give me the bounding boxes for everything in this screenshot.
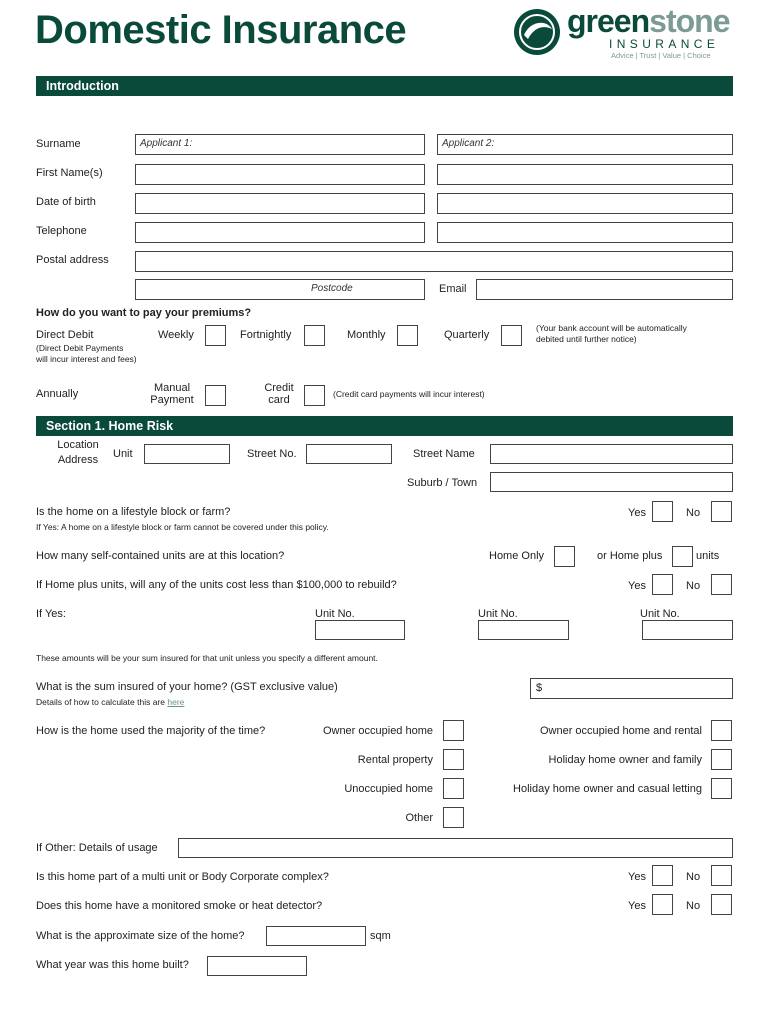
postal-address-label: Postal address (36, 254, 109, 266)
owner-rental-checkbox[interactable] (711, 720, 732, 741)
rebuild-no-checkbox[interactable] (711, 574, 732, 595)
owner-occupied-checkbox[interactable] (443, 720, 464, 741)
lifestyle-question: Is the home on a lifestyle block or farm? (36, 506, 231, 518)
rebuild-yes-checkbox[interactable] (652, 574, 673, 595)
direct-debit-label: Direct Debit (36, 329, 94, 341)
manual-payment-label-2: Payment (150, 394, 194, 406)
bank-note-1: (Your bank account will be automatically (536, 323, 687, 333)
home-only-label: Home Only (489, 550, 545, 562)
smoke-yes-label: Yes (628, 900, 646, 912)
email-label: Email (439, 283, 467, 295)
location-label-2: Address (57, 454, 99, 466)
fortnightly-checkbox[interactable] (304, 325, 325, 346)
monthly-label: Monthly (347, 329, 386, 341)
postcode-input[interactable] (135, 279, 425, 300)
unoccupied-checkbox[interactable] (443, 778, 464, 799)
calc-note: Details of how to calculate this are (36, 697, 165, 707)
multi-unit-question: Is this home part of a multi unit or Body Corporate complex? (36, 871, 329, 883)
section1-header: Section 1. Home Risk (36, 416, 733, 436)
logo-tagline: Advice | Trust | Value | Choice (611, 51, 711, 60)
greenstone-logo (510, 3, 735, 62)
amount-note: These amounts will be your sum insured for that unit unless you specify a different amount. (36, 653, 378, 663)
sqm-label: sqm (370, 930, 391, 942)
lifestyle-yes-checkbox[interactable] (652, 501, 673, 522)
fortnightly-label: Fortnightly (240, 329, 292, 341)
rebuild-no-label: No (686, 580, 701, 592)
street-name-label: Street Name (413, 448, 475, 460)
home-plus-units-input[interactable] (672, 546, 693, 567)
holiday-casual-checkbox[interactable] (711, 778, 732, 799)
other-checkbox[interactable] (443, 807, 464, 828)
surname-applicant1-input[interactable] (135, 134, 425, 155)
direct-debit-note-2: will incur interest and fees) (36, 354, 137, 364)
suburb-input[interactable] (490, 472, 733, 492)
multi-unit-no-checkbox[interactable] (711, 865, 732, 886)
smoke-yes-checkbox[interactable] (652, 894, 673, 915)
holiday-family-checkbox[interactable] (711, 749, 732, 770)
introduction-header: Introduction (36, 76, 733, 96)
dob-label: Date of birth (36, 196, 96, 208)
smoke-no-checkbox[interactable] (711, 894, 732, 915)
annually-label: Annually (36, 388, 79, 400)
manual-payment-checkbox[interactable] (205, 385, 226, 406)
owner-rental-label: Owner occupied home and rental (539, 725, 702, 737)
surname-label: Surname (36, 138, 81, 150)
credit-card-checkbox[interactable] (304, 385, 325, 406)
suburb-label: Suburb / Town (407, 477, 478, 489)
postal-address-input[interactable] (135, 251, 733, 272)
weekly-checkbox[interactable] (205, 325, 226, 346)
if-yes-label: If Yes: (36, 608, 66, 620)
other-details-label: If Other: Details of usage (36, 842, 158, 854)
first-names-applicant1-input[interactable] (135, 164, 425, 185)
location-label-1: Location (57, 439, 99, 451)
units-question: How many self-contained units are at this location? (36, 550, 285, 562)
first-names-label: First Name(s) (36, 167, 103, 179)
logo-word-green: green (567, 3, 650, 39)
credit-card-label-1: Credit (264, 382, 294, 394)
multi-unit-yes-checkbox[interactable] (652, 865, 673, 886)
page-title: Domestic Insurance (35, 8, 407, 52)
telephone-applicant2-input[interactable] (437, 222, 733, 243)
weekly-label: Weekly (158, 329, 194, 341)
unit-input[interactable] (144, 444, 230, 464)
rental-property-checkbox[interactable] (443, 749, 464, 770)
home-plus-label: or Home plus (597, 550, 663, 562)
size-input[interactable] (266, 926, 366, 946)
lifestyle-note: If Yes: A home on a lifestyle block or farm cannot be covered under this policy. (36, 522, 329, 532)
smoke-no-label: No (686, 900, 701, 912)
unit-no-label-3: Unit No. (640, 608, 680, 620)
postcode-label: Postcode (311, 283, 353, 294)
sum-insured-input[interactable] (530, 678, 733, 699)
applicant2-label: Applicant 2: (442, 138, 495, 149)
manual-payment-label-1: Manual (153, 382, 191, 394)
unit-no-input-2[interactable] (478, 620, 569, 640)
surname-applicant2-input[interactable] (437, 134, 733, 155)
dob-applicant2-input[interactable] (437, 193, 733, 214)
applicant1-label: Applicant 1: (140, 138, 193, 149)
unit-no-input-1[interactable] (315, 620, 405, 640)
unit-no-label-1: Unit No. (315, 608, 355, 620)
rebuild-yes-label: Yes (628, 580, 646, 592)
direct-debit-note-1: (Direct Debit Payments (36, 343, 124, 353)
street-no-label: Street No. (247, 448, 297, 460)
credit-card-label-2: card (268, 394, 290, 406)
year-built-input[interactable] (207, 956, 307, 976)
email-input[interactable] (476, 279, 733, 300)
telephone-applicant1-input[interactable] (135, 222, 425, 243)
multi-unit-yes-label: Yes (628, 871, 646, 883)
year-built-question: What year was this home built? (36, 959, 189, 971)
other-label: Other (405, 812, 433, 824)
lifestyle-no-checkbox[interactable] (711, 501, 732, 522)
telephone-label: Telephone (36, 225, 87, 237)
credit-card-note: (Credit card payments will incur interest) (333, 389, 485, 399)
units-label: units (696, 550, 720, 562)
holiday-family-label: Holiday home owner and family (548, 754, 702, 766)
dob-applicant1-input[interactable] (135, 193, 425, 214)
size-question: What is the approximate size of the home? (36, 930, 245, 942)
smoke-detector-question: Does this home have a monitored smoke or heat detector? (36, 900, 323, 912)
monthly-checkbox[interactable] (397, 325, 418, 346)
first-names-applicant2-input[interactable] (437, 164, 733, 185)
logo-emblem-icon (512, 7, 562, 57)
unit-label: Unit (113, 448, 133, 460)
home-only-checkbox[interactable] (554, 546, 575, 567)
unit-no-input-3[interactable] (642, 620, 733, 640)
quarterly-label: Quarterly (444, 329, 490, 341)
logo-word-stone: stone (649, 3, 730, 39)
usage-question: How is the home used the majority of the time? (36, 725, 266, 737)
street-no-input[interactable] (306, 444, 392, 464)
multi-unit-no-label: No (686, 871, 701, 883)
unit-no-label-2: Unit No. (478, 608, 518, 620)
quarterly-checkbox[interactable] (501, 325, 522, 346)
lifestyle-yes-label: Yes (628, 507, 646, 519)
lifestyle-no-label: No (686, 507, 701, 519)
holiday-casual-label: Holiday home owner and casual letting (513, 783, 702, 795)
owner-occupied-label: Owner occupied home (322, 725, 433, 737)
unoccupied-label: Unoccupied home (344, 783, 433, 795)
rebuild-question: If Home plus units, will any of the units cost less than $100,000 to rebuild? (36, 579, 397, 591)
sum-insured-question: What is the sum insured of your home? (GST exclusive value) (36, 681, 338, 693)
rental-property-label: Rental property (357, 754, 433, 766)
bank-note-2: debited until further notice) (536, 334, 637, 344)
street-name-input[interactable] (490, 444, 733, 464)
dollar-sign: $ (536, 682, 543, 694)
logo-subtitle: INSURANCE (609, 37, 720, 51)
payment-question: How do you want to pay your premiums? (36, 307, 252, 319)
calc-here-link[interactable]: here (167, 697, 185, 707)
other-details-input[interactable] (178, 838, 733, 858)
